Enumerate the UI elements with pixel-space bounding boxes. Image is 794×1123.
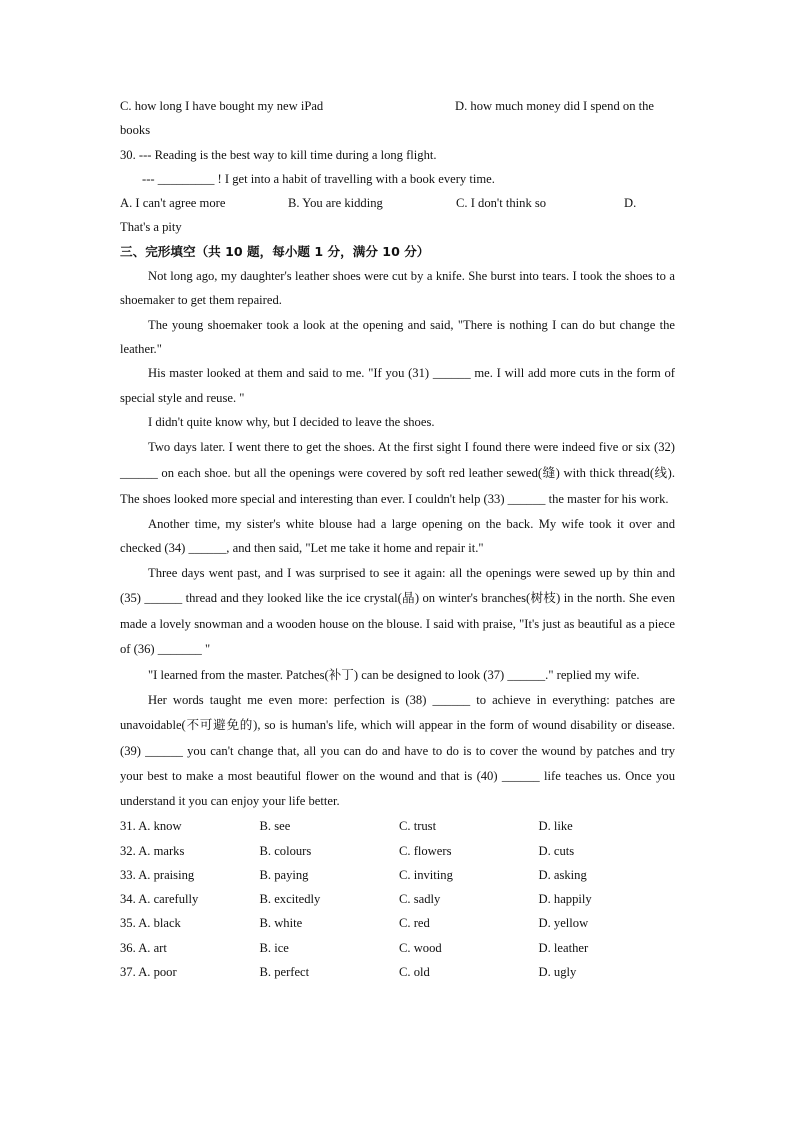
choice-row-35 <box>120 911 675 935</box>
choice-36-d: D. leather <box>538 940 589 955</box>
q30-option-d: D. <box>624 196 637 211</box>
q29-options-row <box>120 94 675 118</box>
choice-row-33 <box>120 863 675 887</box>
q29-option-c: C. how long I have bought my new iPad <box>120 99 324 113</box>
choice-33-a: 33. A. praising <box>120 867 195 882</box>
passage-paragraph-4: I didn't quite know why, but I decided to leave the shoes. <box>148 414 435 429</box>
passage-paragraph-7: Three days went past, and I was surprised to see it again: all the openings were sewed up by thin and (35) ______ thread and they looked like the ice crystal(晶) on winter's branches(树枝) in the north. She even made a lovely snowman and a wooden house on the blouse. I said with praise, "It's just as beautiful as a piece of (36) _______ " <box>120 565 675 657</box>
choice-37-a: 37. A. poor <box>120 965 177 980</box>
passage-paragraph-6: Another time, my sister's white blouse had a large opening on the back. My wife took it over and checked (34) ______, and then said, "Let me take it home and repair it." <box>120 517 675 556</box>
choice-34-b: B. excitedly <box>259 892 321 907</box>
choice-32-a: 32. A. marks <box>120 843 185 858</box>
choice-row-32 <box>120 839 675 863</box>
choice-36-c: C. wood <box>399 940 442 955</box>
choice-37-b: B. perfect <box>259 965 310 980</box>
choice-32-c: C. flowers <box>399 843 452 858</box>
choice-row-34 <box>120 887 675 911</box>
choice-31-a: 31. A. know <box>120 819 182 834</box>
choice-35-a: 35. A. black <box>120 916 181 931</box>
q30-question: 30. --- Reading is the best way to kill time during a long flight. <box>120 147 437 162</box>
q30-options-row <box>120 191 675 215</box>
choice-35-b: B. white <box>259 916 303 931</box>
choice-34-d: D. happily <box>538 892 592 907</box>
choice-32-b: B. colours <box>259 843 312 858</box>
exam-page <box>120 94 675 984</box>
choice-31-c: C. trust <box>399 819 437 834</box>
choice-36-b: B. ice <box>259 940 289 955</box>
choice-row-31 <box>120 814 675 838</box>
q29-option-d-wrap: books <box>120 123 151 138</box>
choice-35-d: D. yellow <box>538 916 589 931</box>
choice-32-d: D. cuts <box>538 843 575 858</box>
passage-paragraph-2: The young shoemaker took a look at the opening and said, "There is nothing I can do but change the leather." <box>120 317 675 356</box>
q30-reply: --- _________ ! I get into a habit of travelling with a book every time. <box>142 171 495 186</box>
choice-33-d: D. asking <box>538 867 587 882</box>
choice-35-c: C. red <box>399 916 430 931</box>
q30-option-c: C. I don't think so <box>456 196 547 211</box>
passage-paragraph-3: His master looked at them and said to me. "If you (31) ______ me. I will add more cuts in the form of special style and reuse. " <box>120 366 675 405</box>
choice-34-a: 34. A. carefully <box>120 892 199 907</box>
section-heading: 三、完形填空（共 10 题，每小题 1 分，满分 10 分） <box>120 243 430 259</box>
q30-option-b: B. You are kidding <box>288 196 383 211</box>
choice-31-d: D. like <box>538 819 573 834</box>
choice-row-36 <box>120 936 675 960</box>
choice-34-c: C. sadly <box>399 892 441 907</box>
choice-36-a: 36. A. art <box>120 940 167 955</box>
choice-row-37 <box>120 960 675 984</box>
passage-paragraph-5: Two days later. I went there to get the shoes. At the first sight I found there were indeed five or six (32) ______ on each shoe. but all the openings were covered by soft red leather sewed(缝) with thick thread(线). The shoes looked more special and interesting than ever. I couldn't help (33) ______ the master for his work. <box>120 440 675 507</box>
choice-37-d: D. ugly <box>538 965 577 980</box>
q30-option-a: A. I can't agree more <box>120 196 226 211</box>
choice-33-b: B. paying <box>259 867 309 882</box>
q29-option-d: D. how much money did I spend on the <box>455 99 655 113</box>
choice-33-c: C. inviting <box>399 867 453 882</box>
q30-option-d-wrap: That's a pity <box>120 220 182 235</box>
passage-paragraph-9: Her words taught me even more: perfection is (38) ______ to achieve in everything: patches are unavoidable(不可避免的), so is human's life, which will appear in the form of wound disability or disease. (39) ______ you can't change that, all you can do and have to do is to cover the wound by patches and try your best to make a most beautiful flower on the wound and that is (40) ______ life teaches us. Once you understand it you can enjoy your life better. <box>120 693 675 809</box>
choice-31-b: B. see <box>259 819 291 834</box>
passage-paragraph-1: Not long ago, my daughter's leather shoes were cut by a knife. She burst into tears. I took the shoes to a shoemaker to get them repaired. <box>120 269 675 308</box>
passage-paragraph-8: "I learned from the master. Patches(补丁) can be designed to look (37) ______." replied my wife. <box>148 667 640 682</box>
choice-37-c: C. old <box>399 965 430 980</box>
